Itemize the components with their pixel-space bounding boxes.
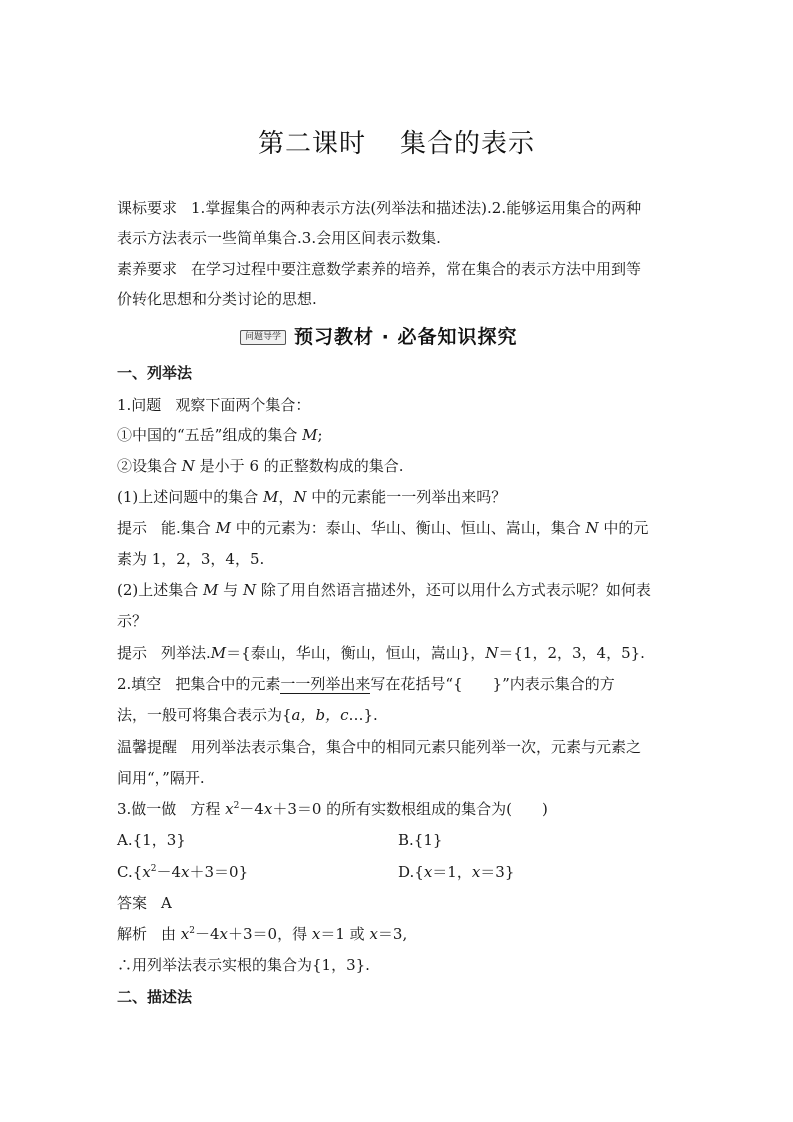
question-1-item-1: ①中国的“五岳”组成的集合 M; — [117, 426, 323, 444]
sub-question-1: (1)上述问题中的集合 M，N 中的元素能一一列举出来吗？ — [117, 488, 507, 506]
title-part1: 第二课时 — [257, 129, 366, 159]
banner-badge: 问题导学 — [240, 330, 286, 345]
sub-question-2-line1: (2)上述集合 M 与 N 除了用自然语言描述外，还可以用什么方式表示呢？如何表 — [117, 581, 651, 599]
hint-2: 提示 列举法.M＝{泰山，华山，衡山，恒山，嵩山}，N＝{1，2，3，4，5}. — [117, 644, 645, 662]
tip-line2: 间用“，”隔开. — [117, 769, 205, 787]
analysis-line1: 解析 由 $x^2-4x+3=0$，得 x＝1 或 x＝3, — [117, 925, 408, 943]
fill-blank-line2: 法，一般可将集合表示为{a，b，c…}. — [117, 706, 378, 724]
sub-question-2-line2: 示？ — [117, 612, 148, 630]
tip-line1: 温馨提醒 用列举法表示集合，集合中的相同元素只能列举一次，元素与元素之 — [117, 738, 642, 756]
section-heading-description: 二、描述法 — [117, 988, 193, 1006]
option-b: B.{1} — [398, 831, 443, 849]
question-1: 1.问题 观察下面两个集合： — [117, 396, 311, 414]
answer-line — [117, 893, 683, 913]
answer-value: A — [161, 894, 172, 912]
page-title — [0, 126, 793, 162]
fill-blank-line1: 2.填空 把集合中的元素一一列举出来写在花括号“{ }”内表示集合的方 — [117, 675, 615, 693]
underlined-term: 一一列举出来 — [280, 675, 371, 693]
option-c: $C.\{x^2-4x+3=0\}$ — [117, 863, 249, 881]
hint-label: 提示 — [117, 519, 148, 537]
hint-1-line2: 素为 1，2，3，4，5. — [117, 550, 265, 568]
title-part2: 集合的表示 — [400, 129, 536, 159]
literacy-line1: 素养要求 在学习过程中要注意数学素养的培养，常在集合的表示方法中用到等 — [117, 260, 642, 278]
requirements-label: 课标要求 — [117, 199, 178, 217]
option-a: A.{1，3} — [117, 831, 186, 849]
tip-label: 温馨提醒 — [117, 738, 178, 756]
hint-label: 提示 — [117, 644, 148, 662]
exercise-question: 3.做一做 方程 $x^2-4x+3=0$ 的所有实数根组成的集合为( ) — [117, 800, 548, 818]
hint-1-line1: 提示 能.集合 M 中的元素为：泰山、华山、衡山、恒山、嵩山，集合 N 中的元 — [117, 519, 649, 537]
section-heading-enumeration: 一、列举法 — [117, 364, 193, 382]
literacy-label: 素养要求 — [117, 260, 178, 278]
literacy-line2: 价转化思想和分类讨论的思想. — [117, 290, 317, 308]
analysis-label: 解析 — [117, 925, 148, 943]
banner-title: 预习教材 · 必备知识探究 — [294, 326, 518, 348]
analysis-line2: ∴用列举法表示实根的集合为{1，3}. — [117, 956, 370, 974]
requirements-line2: 表示方法表示一些简单集合.3.会用区间表示数集. — [117, 229, 441, 247]
section-banner — [240, 324, 517, 350]
option-d: D.{x＝1，x＝3} — [398, 863, 515, 881]
requirements-line1: 课标要求 1.掌握集合的两种表示方法(列举法和描述法).2.能够运用集合的两种 — [117, 199, 642, 217]
question-1-item-2: ②设集合 N 是小于 6 的正整数构成的集合. — [117, 457, 404, 475]
answer-label: 答案 — [117, 894, 148, 912]
